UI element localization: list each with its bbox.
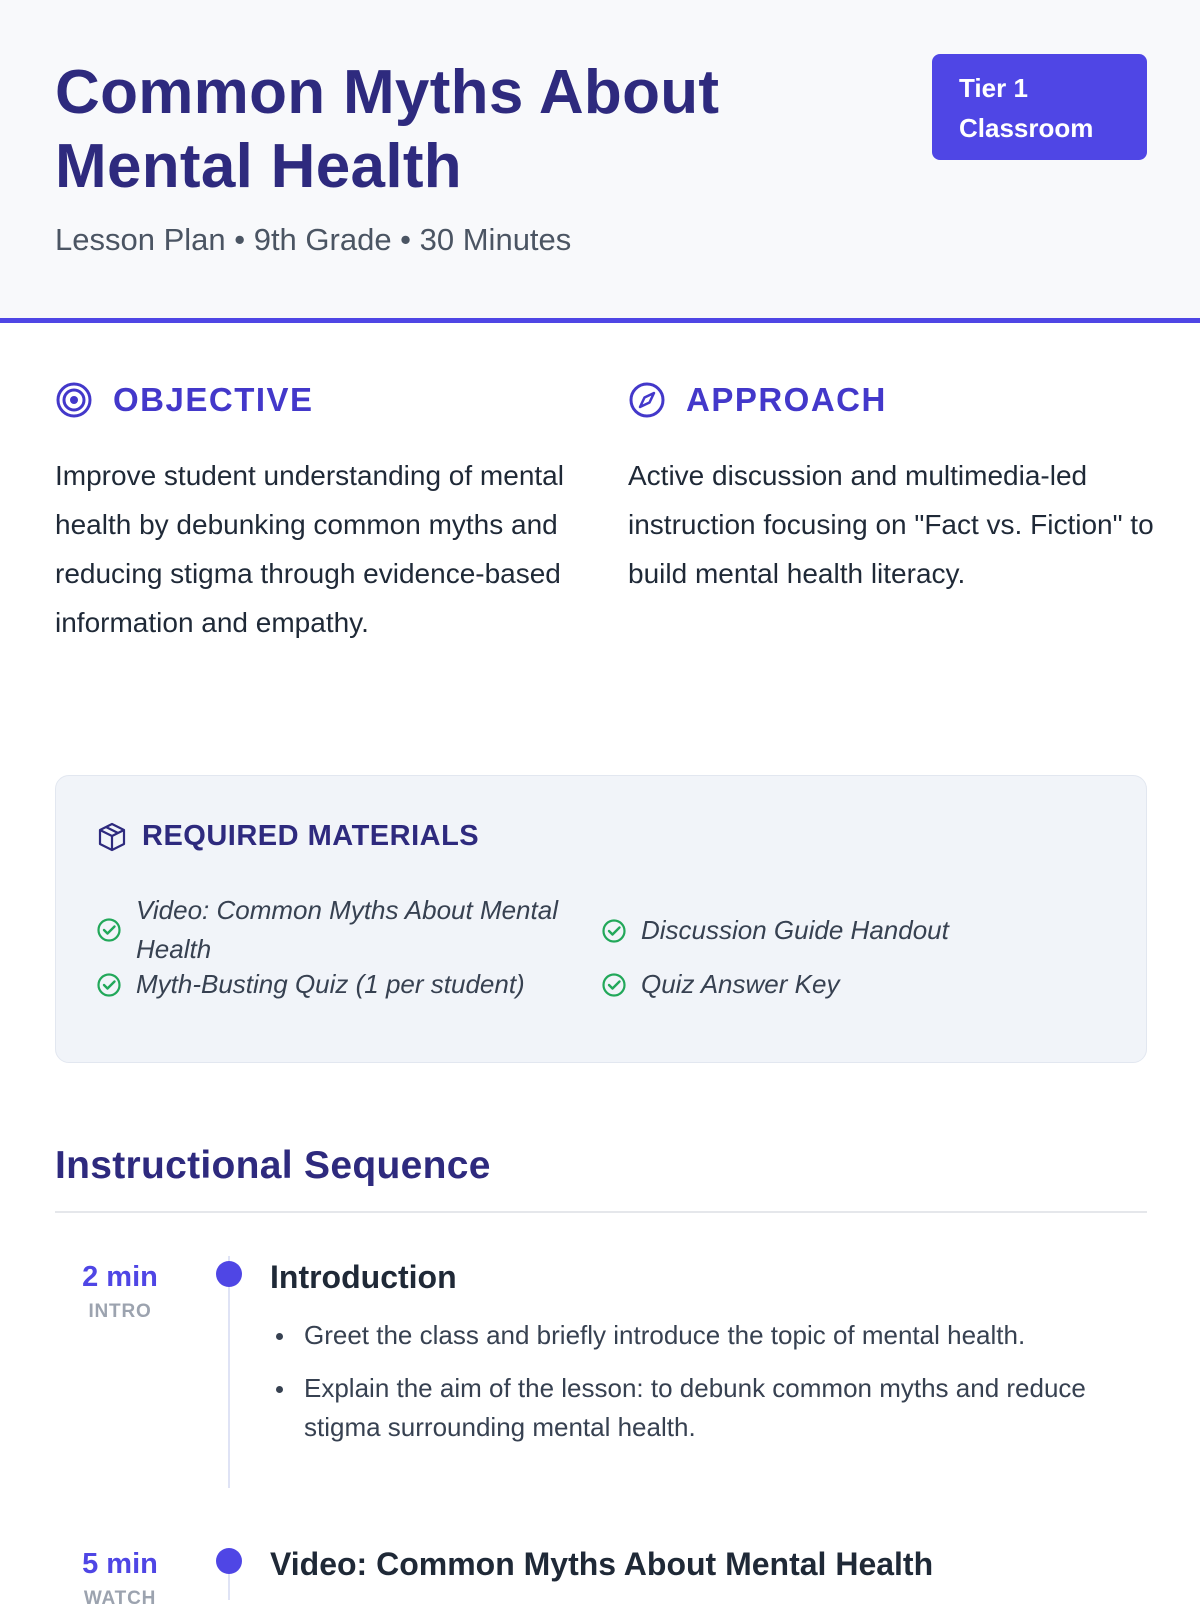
tier-badge: Tier 1 Classroom	[932, 54, 1147, 160]
timeline-line	[228, 1256, 230, 1488]
divider	[55, 1211, 1147, 1213]
step-bullet: Explain the aim of the lesson: to debunk common myths and reduce stigma surrounding mental health.	[270, 1369, 1130, 1447]
material-text: Myth-Busting Quiz (1 per student)	[136, 969, 525, 999]
approach-heading	[628, 380, 887, 420]
step-duration	[60, 1259, 180, 1325]
material-item	[96, 891, 576, 969]
step-minutes: 2 min	[82, 1261, 158, 1293]
page-header	[0, 0, 1200, 323]
timeline-dot	[216, 1261, 242, 1287]
box-icon	[96, 821, 128, 853]
check-circle-icon	[96, 972, 122, 998]
check-circle-icon	[96, 917, 122, 943]
material-item	[601, 911, 1101, 950]
objective-heading	[55, 380, 314, 420]
check-circle-icon	[601, 918, 627, 944]
materials-label: REQUIRED MATERIALS	[142, 820, 480, 852]
step-tag: INTRO	[88, 1301, 152, 1322]
step-bullets	[270, 1316, 1130, 1461]
step-title: Video: Common Myths About Mental Health	[270, 1546, 934, 1582]
step-tag: WATCH	[83, 1588, 157, 1609]
approach-label: APPROACH	[686, 381, 887, 418]
materials-heading	[96, 820, 479, 853]
step-bullet: Greet the class and briefly introduce the topic of mental health.	[270, 1316, 1130, 1355]
sequence-title: Instructional Sequence	[55, 1144, 491, 1187]
lesson-meta: Lesson Plan • 9th Grade • 30 Minutes	[55, 222, 572, 257]
timeline-dot	[216, 1548, 242, 1574]
objective-label: OBJECTIVE	[113, 381, 314, 418]
compass-icon	[628, 381, 666, 419]
step-title: Introduction	[270, 1259, 457, 1295]
material-item	[601, 965, 1101, 1004]
material-text: Video: Common Myths About Mental Health	[136, 895, 558, 964]
objective-text: Improve student understanding of mental health by debunking common myths and reducing stigma through evidence-based information and empathy.	[55, 460, 564, 638]
material-text: Discussion Guide Handout	[641, 915, 949, 945]
step-minutes: 5 min	[82, 1548, 158, 1580]
materials-panel	[55, 775, 1147, 1063]
material-text: Quiz Answer Key	[641, 969, 840, 999]
step-duration	[60, 1546, 180, 1612]
page-title: Common Myths About Mental Health	[55, 58, 720, 201]
approach-text: Active discussion and multimedia-led instruction focusing on "Fact vs. Fiction" to build mental health literacy.	[628, 460, 1154, 589]
material-item	[96, 965, 596, 1004]
target-icon	[55, 381, 93, 419]
check-circle-icon	[601, 972, 627, 998]
